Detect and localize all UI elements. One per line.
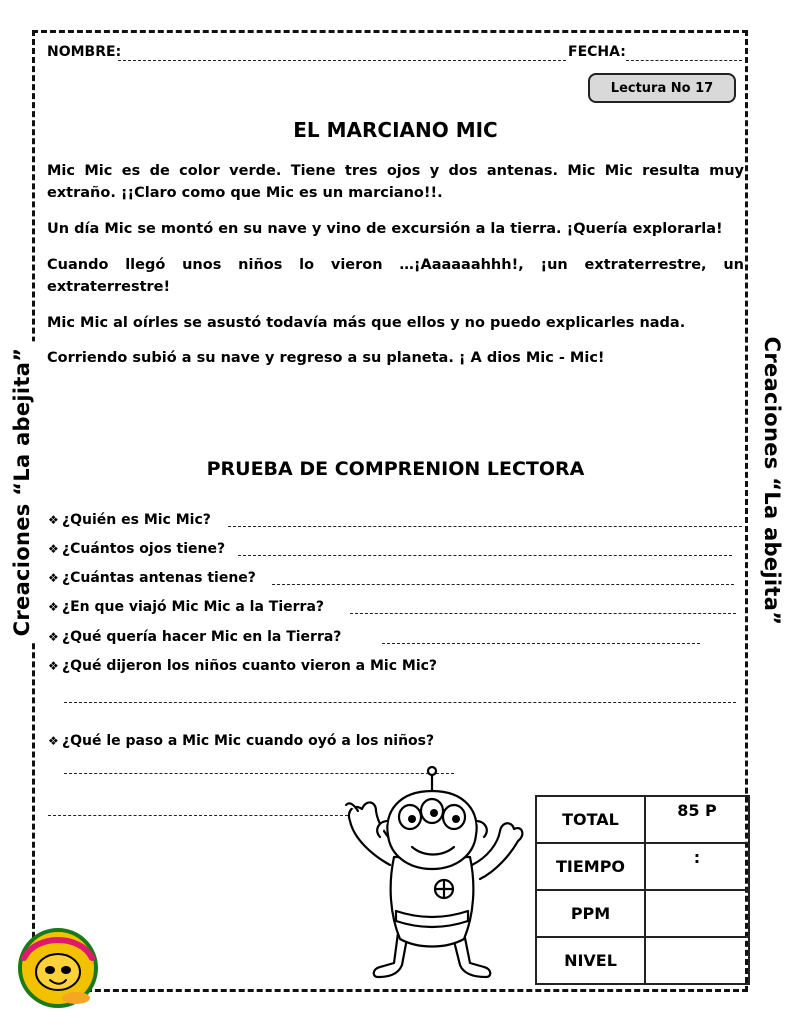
score-row-time (536, 843, 749, 890)
score-label: TIEMPO (536, 843, 645, 890)
question-text: ¿En que viajó Mic Mic a la Tierra? (62, 599, 325, 615)
diamond-bullet-icon: ❖ (48, 600, 59, 614)
question-text: ¿Cuántos ojos tiene? (62, 541, 226, 557)
score-label: TOTAL (536, 796, 645, 843)
story-paragraph-2: Un día Mic se montó en su nave y vino de excursión a la tierra. ¡Quería explorarla! (47, 221, 723, 237)
score-row-ppm (536, 890, 749, 937)
score-label: PPM (536, 890, 645, 937)
score-value[interactable] (645, 937, 749, 984)
answer-line-5[interactable] (382, 643, 700, 644)
date-field[interactable] (626, 60, 742, 61)
answer-line-2[interactable] (238, 555, 732, 556)
question-text: ¿Qué le paso a Mic Mic cuando oyó a los niños? (62, 733, 435, 749)
name-field[interactable] (118, 60, 566, 61)
answer-line-7b[interactable] (48, 815, 348, 816)
answer-line-4[interactable] (350, 613, 736, 614)
question-1 (48, 512, 211, 528)
story-paragraph-4: Mic Mic al oírles se asustó todavía más que ellos y no puedo explicarles nada. (47, 315, 686, 331)
question-text: ¿Qué quería hacer Mic en la Tierra? (62, 629, 342, 645)
question-text: ¿Quién es Mic Mic? (62, 512, 211, 528)
score-value[interactable]: : (645, 843, 749, 890)
score-value[interactable] (645, 890, 749, 937)
answer-line-3[interactable] (272, 584, 734, 585)
diamond-bullet-icon: ❖ (48, 542, 59, 556)
question-4 (48, 599, 324, 615)
answer-line-6[interactable] (64, 702, 736, 703)
question-text: ¿Qué dijeron los niños cuanto vieron a Mic Mic? (62, 658, 438, 674)
story-paragraph-5: Corriendo subió a su nave y regreso a su planeta. ¡ A dios Mic - Mic! (47, 350, 605, 366)
question-6 (48, 658, 437, 674)
story-paragraph-1: Mic Mic es de color verde. Tiene tres ojos y dos antenas. Mic Mic resulta muy extraño. ¡¡Claro como que Mic es un marciano!!. (47, 163, 744, 201)
score-value[interactable]: 85 P (645, 796, 749, 843)
story-paragraph-3: Cuando llegó unos niños lo vieron …¡Aaaaaahhh!, ¡un extraterrestre, un extraterrestre! (47, 257, 744, 295)
question-5 (48, 629, 341, 645)
answer-line-1[interactable] (228, 526, 742, 527)
name-label: NOMBRE: (47, 44, 122, 60)
score-label: NIVEL (536, 937, 645, 984)
side-credit-left: Creaciones “La abejita” (8, 342, 36, 643)
diamond-bullet-icon: ❖ (48, 571, 59, 585)
date-label: FECHA: (568, 44, 626, 60)
question-text: ¿Cuántas antenas tiene? (62, 570, 256, 586)
question-7 (48, 733, 434, 749)
diamond-bullet-icon: ❖ (48, 513, 59, 527)
diamond-bullet-icon: ❖ (48, 659, 59, 673)
side-credit-right: Creaciones “La abejita” (758, 331, 786, 632)
alien-illustration (332, 765, 532, 985)
quiz-title: PRUEBA DE COMPRENION LECTORA (206, 458, 585, 480)
bee-logo (16, 928, 100, 1008)
score-table (535, 795, 750, 985)
question-2 (48, 541, 225, 557)
score-row-level (536, 937, 749, 984)
reading-number-badge: Lectura No 17 (588, 73, 736, 103)
diamond-bullet-icon: ❖ (48, 630, 59, 644)
question-3 (48, 570, 256, 586)
diamond-bullet-icon: ❖ (48, 734, 59, 748)
score-row-total (536, 796, 749, 843)
story-title: EL MARCIANO MIC (293, 118, 498, 142)
